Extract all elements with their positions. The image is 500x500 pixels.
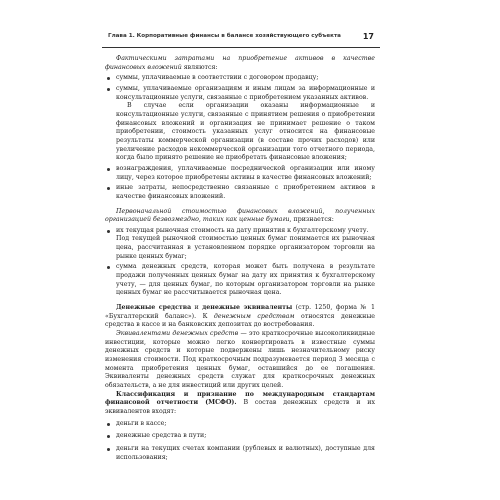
running-header <box>102 31 380 48</box>
text-span: их текущая рыночная стоимость на дату принятия к бухгалтерскому учету. <box>116 226 369 234</box>
list-item: вознаграждения, уплачиваемые посреднической организации или иному лицу, через которое приобретены активы в качестве финансовых вложений; <box>105 165 375 182</box>
list-item: деньги в кассе; <box>105 420 375 429</box>
list-initial-cost <box>105 227 375 298</box>
text-span: В состав денежных средств и их эквивалентов входят: <box>105 399 376 415</box>
term-cash-equivalents: денежные эквиваленты <box>202 304 293 312</box>
text-span: (стр. 1250, форма № 1 «Бухгалтерский баланс»). К <box>105 304 375 320</box>
text-span: признается: <box>291 216 334 224</box>
term-initial-cost: Первоначальной стоимостью финансовых вложений, полученных организацией безвозмездно, таких как ценные бумаги, <box>105 207 375 224</box>
text-span: и <box>191 304 203 312</box>
term-cash-italic: денежным средствам <box>213 312 295 320</box>
page-body <box>105 55 375 464</box>
paragraph-ifrs <box>105 391 375 417</box>
paragraph-cash <box>105 304 375 330</box>
list-item: денежные средства в пути; <box>105 432 375 441</box>
list-cash-components <box>105 420 375 463</box>
text-span: Под текущей рыночной стоимостью ценных бумаг понимается их рыночная цена, рассчитанная в установленном порядке организатором торговли на рынке ценных бумаг; <box>116 235 375 260</box>
list-item: сумма денежных средств, которая может быть получена в результате продажи полученных ценных бумаг на дату их принятия к бухгалтерскому учету, — для ценных бумаг, по которым организатором торговли на рынке ценных бумаг не рассчитывается рыночная цена. <box>105 263 375 298</box>
list-actual-costs <box>105 74 375 201</box>
text-span: относятся денежные средства в кассе и на банковских депозитах до востребования. <box>105 312 375 329</box>
list-item: иные затраты, непосредственно связанные с приобретением активов в качестве финансовых вложений. <box>105 184 375 201</box>
term-ifrs: Классификация и признание по международным стандартам финансовой отчетности (МСФО). <box>105 390 375 407</box>
paragraph-equivalents <box>105 330 375 391</box>
paragraph-actual-costs <box>105 55 375 72</box>
list-item <box>105 85 375 163</box>
text-span: В случае если организации оказаны информационные и консультационные услуги, связанные с принятием решения о приобретении финансовых вложений и организация не принимает решение о таком приобретении, стоимость указанных услуг относится на финансовые результаты коммерческой организации (в составе прочих расходов) или увеличение расходов некоммерческой организации того отчетного периода, когда было принято решение не приобретать финансовые вложения; <box>116 102 375 162</box>
page-number: 17 <box>362 32 374 41</box>
text-span: суммы, уплачиваемые организациям и иным лицам за информационные и консультационные услуги, связанные с приобретением указанных активов. <box>116 84 375 101</box>
term-equivalents: Эквивалентами денежных средств <box>116 330 239 338</box>
term-cash: Денежные средства <box>116 304 192 312</box>
chapter-title: Глава 1. Корпоративные финансы в балансе хозяйствующего субъекта <box>108 33 341 39</box>
list-item: деньги на текущих счетах компании (рублевых и валютных), доступные для использования; <box>105 445 375 462</box>
list-item: суммы, уплачиваемые в соответствии с договором продавцу; <box>105 74 375 83</box>
list-item <box>105 227 375 262</box>
text-span: являются: <box>181 63 218 71</box>
term-actual-costs: Фактическими затратами на приобретение активов в качестве финансовых вложений <box>105 55 375 71</box>
text-span: — это краткосрочные высоколиквидные инвестиции, которые можно легко конвертировать в известные суммы денежных средств и которые подвержены лишь незначительному риску изменения стоимости. Под краткосрочным подразумевается период 3 месяца с момента приобретения ценных бумаг, оставшийся до ее погашения. Эквиваленты денежных средств служат для краткосрочных денежных обязательств, а не для инвестиций или других целей. <box>105 330 375 389</box>
paragraph-initial-cost <box>105 208 375 225</box>
